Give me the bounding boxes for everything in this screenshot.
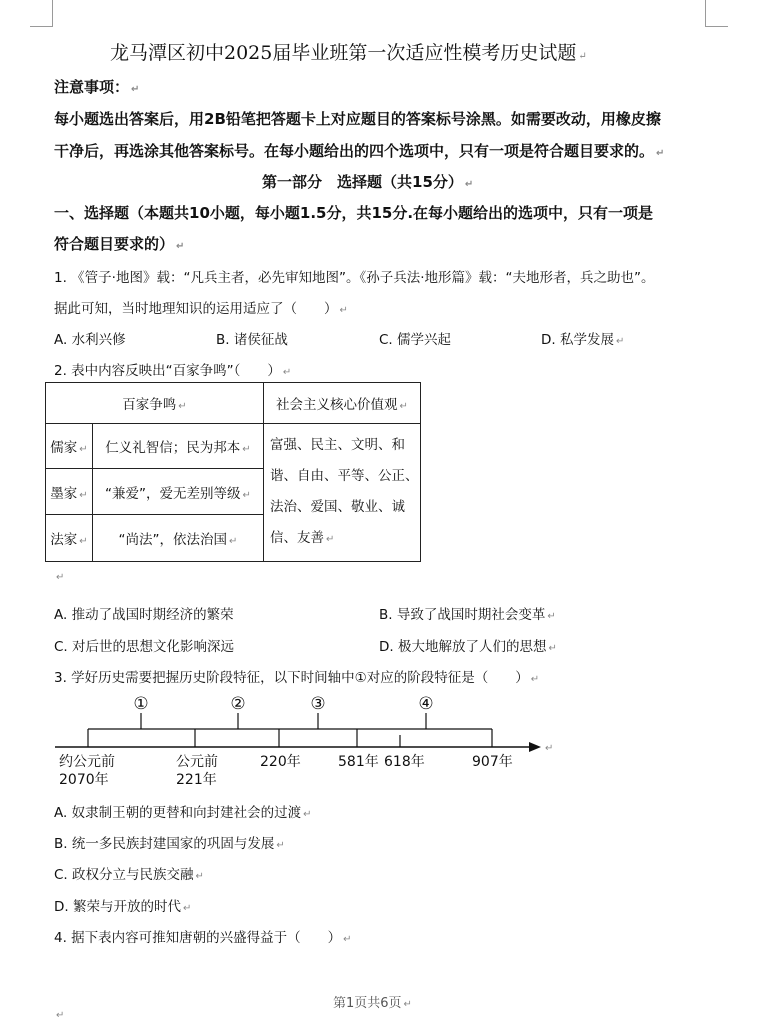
section-heading-line-1: 一、选择题（本题共10小题，每小题1.5分，共15分.在每小题给出的选项中，只有一项是	[54, 204, 654, 222]
timeline-arrow-icon	[529, 742, 541, 752]
q3-stem: 3. 学好历史需要把握历史阶段特征，以下时间轴中①对应的阶段特征是（ ） ↵	[54, 670, 540, 686]
section-heading-line-2: 符合题目要求的） ↵	[54, 235, 185, 253]
q2-option-b: B. 导致了战国时期社会变革 ↵	[379, 607, 556, 623]
timeline-label: 公元前	[176, 754, 218, 770]
q2-table-school: 法家 ↵	[46, 515, 93, 562]
q3-option-d: D. 繁荣与开放的时代 ↵	[54, 899, 192, 915]
page-title: 龙马潭区初中2025届毕业班第一次适应性模考历史试题 ↵	[110, 42, 587, 64]
q2-option-c: C. 对后世的思想文化影响深远	[54, 639, 235, 655]
q2-table-header-right: 社会主义核心价值观 ↵	[264, 383, 421, 424]
q2-values-line: 谐、自由、平等、公正、	[270, 468, 419, 484]
q2-stem: 2. 表中内容反映出“百家争鸣”（ ） ↵	[54, 363, 292, 379]
q2-option-d: D. 极大地解放了人们的思想 ↵	[379, 639, 557, 655]
q2-values-line: 法治、爱国、敬业、诚	[270, 499, 405, 515]
q3-option-c: C. 政权分立与民族交融 ↵	[54, 867, 204, 883]
q3-option-a: A. 奴隶制王朝的更替和向封建社会的过渡 ↵	[54, 805, 312, 821]
crop-mark-top-right	[705, 0, 728, 27]
timeline-label: 907年	[472, 754, 513, 770]
q1-option-d: D. 私学发展 ↵	[541, 332, 625, 348]
page-footer: 第1页共6页 ↵	[333, 996, 412, 1011]
timeline-label: 220年	[260, 754, 301, 770]
q2-option-a: A. 推动了战国时期经济的繁荣	[54, 607, 234, 623]
part-heading: 第一部分 选择题（共15分） ↵	[262, 173, 474, 191]
q2-values-line: 信、友善 ↵	[270, 530, 335, 546]
timeline-period-2: ②	[230, 694, 246, 714]
q2-table-school: 墨家 ↵	[46, 469, 93, 515]
timeline-label: 约公元前	[59, 754, 115, 770]
empty-paragraph-mark: ↵	[56, 572, 65, 583]
q1-stem-line-2: 据此可知，当时地理知识的运用适应了（ ） ↵	[54, 301, 348, 317]
notes-line-2: 干净后，再选涂其他答案标号。在每小题给出的四个选项中，只有一项是符合题目要求的。 ↵	[54, 142, 665, 160]
timeline-paragraph-mark: ↵	[545, 743, 554, 754]
timeline-label: 581年	[338, 754, 379, 770]
q1-option-a: A. 水利兴修	[54, 332, 126, 348]
q2-table-idea: “兼爱”，爱无差别等级 ↵	[93, 469, 264, 515]
q2-table	[45, 382, 421, 562]
q4-stem: 4. 据下表内容可推知唐朝的兴盛得益于（ ） ↵	[54, 930, 352, 946]
q1-stem-line-1: 1. 《管子·地图》载：“凡兵主者，必先审知地图”。《孙子兵法·地形篇》载：“夫地形者，兵之助也”。	[54, 270, 655, 286]
timeline-period-1: ①	[133, 694, 149, 714]
q1-option-c: C. 儒学兴起	[379, 332, 452, 348]
q1-option-b: B. 诸侯征战	[216, 332, 288, 348]
q2-table-header-left: 百家争鸣 ↵	[46, 383, 264, 424]
q2-values-line: 富强、民主、文明、和	[270, 437, 405, 453]
timeline-label: 618年	[384, 754, 425, 770]
q2-table-idea: “尚法”，依法治国 ↵	[93, 515, 264, 562]
notes-line-1: 每小题选出答案后，用2B铅笔把答题卡上对应题目的答案标号涂黑。如需要改动，用橡皮擦	[54, 110, 661, 128]
crop-mark-top-left	[30, 0, 53, 27]
notes-heading: 注意事项： ↵	[54, 78, 140, 96]
q3-timeline	[0, 690, 763, 795]
timeline-period-4: ④	[418, 694, 434, 714]
timeline-label: 221年	[176, 772, 217, 788]
timeline-period-3: ③	[310, 694, 326, 714]
q2-table-idea: 仁义礼智信；民为邦本 ↵	[93, 424, 264, 469]
timeline-label: 2070年	[59, 772, 109, 788]
q2-table-values	[264, 424, 421, 562]
q3-option-b: B. 统一多民族封建国家的巩固与发展 ↵	[54, 836, 285, 852]
q2-table-school: 儒家 ↵	[46, 424, 93, 469]
end-paragraph-mark: ↵	[56, 1010, 65, 1021]
